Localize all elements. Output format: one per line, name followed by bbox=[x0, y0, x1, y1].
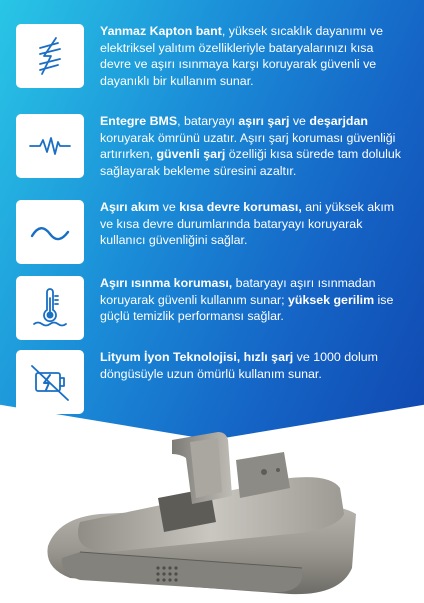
feature-integrated-bms bbox=[16, 114, 416, 182]
text-run: ise güçlü temizlik performansı sağlar. bbox=[100, 292, 394, 324]
text-run: , bataryayı bbox=[177, 114, 239, 128]
text-run: koruyarak ömrünü uzatır. Aşırı şarj koruması güvenliği artırırken, bbox=[100, 130, 396, 162]
bold-text-run: Aşırı ısınma koruması, bbox=[100, 276, 233, 290]
text-run: , yüksek sıcaklık dayanımı ve elektriksel yalıtım özellikleriyle bataryalarınızı kısa devre ve aşırı ısınmaya karşı koruyarak güvenli ve dayanıklı bir kullanım sunar. bbox=[100, 24, 383, 88]
battery-illustration bbox=[40, 418, 370, 598]
bold-text-run: aşırı şarj bbox=[238, 114, 290, 128]
text-run: ve bbox=[289, 114, 310, 128]
bold-text-run: güvenli şarj bbox=[156, 147, 226, 162]
bms-circuit-icon bbox=[28, 124, 72, 168]
feature-icon-box bbox=[16, 350, 84, 414]
lightning-tape-icon bbox=[28, 34, 72, 78]
feature-icon-box bbox=[16, 114, 84, 178]
bold-text-run: deşarjdan bbox=[309, 114, 368, 128]
feature-icon-box bbox=[16, 200, 84, 264]
current-wave-icon bbox=[28, 210, 72, 254]
bold-text-run: yüksek gerilim bbox=[288, 292, 375, 307]
feature-kapton-tape bbox=[16, 24, 416, 92]
bold-text-run: Entegre BMS bbox=[100, 114, 178, 128]
bold-text-run: Aşırı akım bbox=[100, 200, 160, 214]
feature-text bbox=[100, 23, 404, 89]
feature-text bbox=[100, 199, 404, 249]
bold-text-run: Yanmaz Kapton bant bbox=[100, 24, 222, 38]
feature-text bbox=[100, 113, 404, 179]
feature-overheat-protection bbox=[16, 276, 416, 344]
battery-product-image bbox=[40, 418, 370, 598]
text-run: bataryayı aşırı ısınmadan koruyarak güvenli kullanım sunar; bbox=[100, 276, 376, 307]
bold-text-run: Lityum İyon Teknolojisi, hızlı şarj bbox=[100, 350, 294, 364]
text-run: özelliği kısa sürede tam doluluk sağlayarak bekleme süresini azaltır. bbox=[100, 147, 401, 178]
text-run: ve bbox=[159, 200, 180, 214]
thermometer-icon bbox=[28, 286, 72, 330]
feature-text bbox=[100, 349, 404, 382]
feature-text bbox=[100, 275, 404, 325]
bold-text-run: kısa devre koruması, bbox=[179, 200, 302, 214]
feature-icon-box bbox=[16, 24, 84, 88]
feature-icon-box bbox=[16, 276, 84, 340]
feature-overcurrent-protection bbox=[16, 200, 416, 268]
text-run: ani yüksek akım ve kısa devre durumlarında bataryayı koruyarak kullanıcı güvenliğini sağlar. bbox=[100, 200, 395, 248]
fast-charge-battery-icon bbox=[28, 360, 72, 404]
feature-lithium-ion bbox=[16, 350, 416, 418]
text-run: ve 1000 dolum döngüsüyle uzun ömürlü kullanım sunar. bbox=[100, 350, 378, 381]
